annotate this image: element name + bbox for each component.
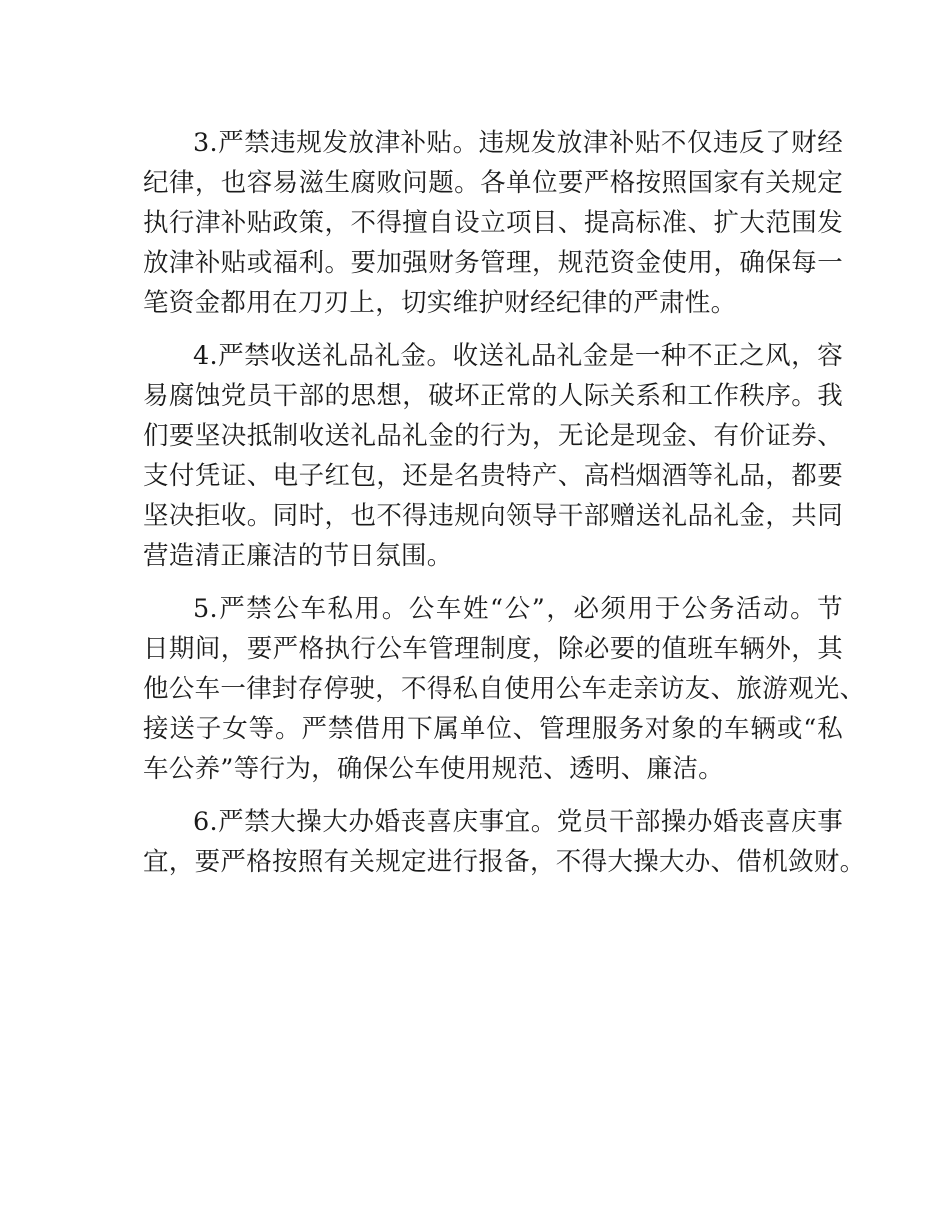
text-line: 4.严禁收送礼品礼金。收送礼品礼金是一种不正之风，容 [193,341,843,371]
text-line: 坚决拒收。同时，也不得违规向领导干部赠送礼品礼金，共同 [143,501,843,531]
text-line: 放津补贴或福利。要加强财务管理，规范资金使用，确保每一 [143,248,843,278]
document-page [143,123,866,895]
text-line: 支付凭证、电子红包，还是名贵特产、高档烟酒等礼品，都要 [143,461,843,491]
text-line: 日期间，要严格执行公车管理制度，除必要的值班车辆外，其 [143,634,843,664]
text-line: 3.严禁违规发放津补贴。违规发放津补贴不仅违反了财经 [193,128,843,158]
text-line: 笔资金都用在刀刃上，切实维护财经纪律的严肃性。 [143,288,737,318]
text-line: 5.严禁公车私用。公车姓“公”，必须用于公务活动。节 [193,594,843,624]
paragraph-4 [143,336,843,576]
text-line: 纪律，也容易滋生腐败问题。各单位要严格按照国家有关规定 [143,168,843,198]
paragraph-5 [143,589,866,789]
text-line: 他公车一律封存停驶，不得私自使用公车走亲访友、旅游观光、 [143,674,866,704]
text-line: 们要坚决抵制收送礼品礼金的行为，无论是现金、有价证券、 [143,421,843,451]
text-line: 宜，要严格按照有关规定进行报备，不得大操大办、借机敛财。 [143,847,866,877]
paragraph-6 [143,802,866,882]
text-line: 车公养”等行为，确保公车使用规范、透明、廉洁。 [143,754,724,784]
text-line: 易腐蚀党员干部的思想，破坏正常的人际关系和工作秩序。我 [143,381,843,411]
text-line: 接送子女等。严禁借用下属单位、管理服务对象的车辆或“私 [143,714,843,744]
paragraph-3 [143,123,843,323]
text-line: 6.严禁大操大办婚丧喜庆事宜。党员干部操办婚丧喜庆事 [193,807,843,837]
text-line: 营造清正廉洁的节日氛围。 [143,541,453,571]
text-line: 执行津补贴政策，不得擅自设立项目、提高标准、扩大范围发 [143,208,843,238]
